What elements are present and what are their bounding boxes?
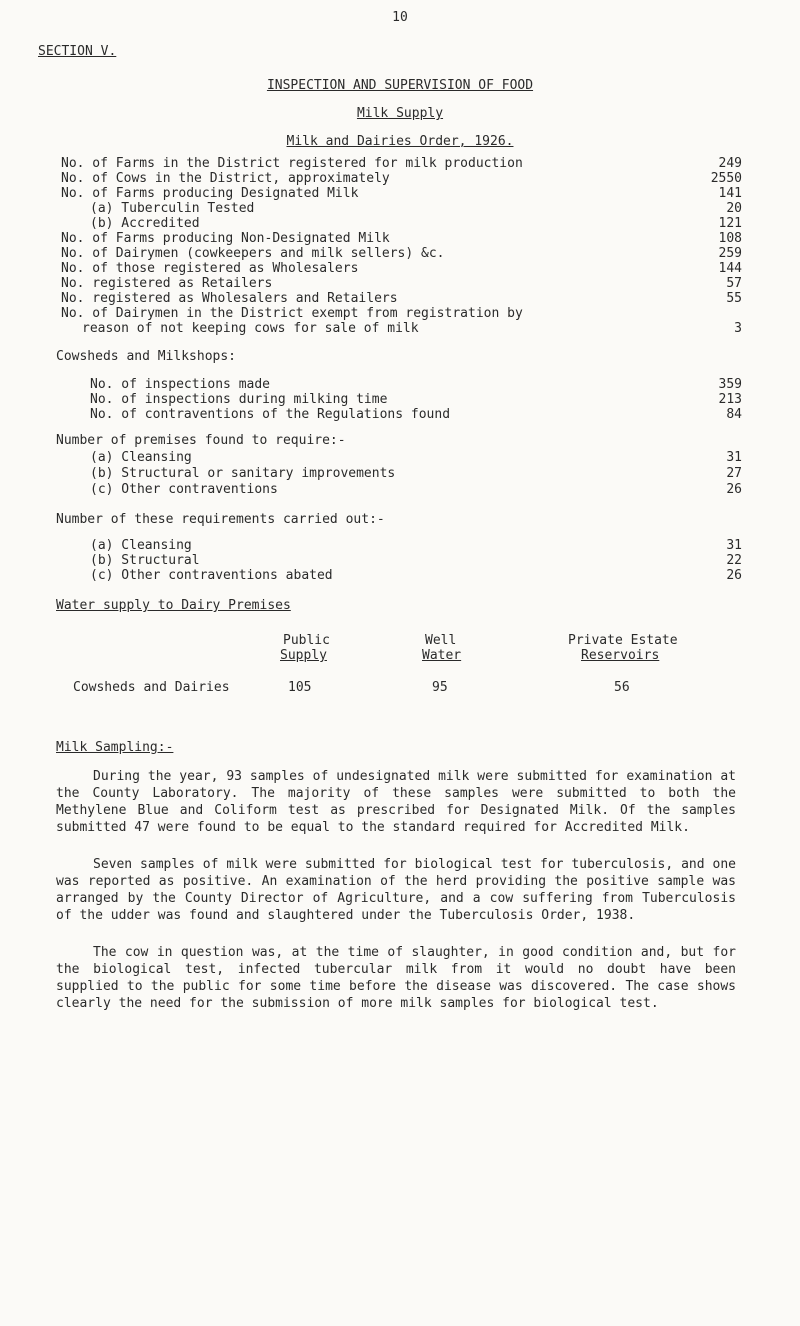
table-header: Private Estate: [568, 633, 678, 648]
list-value: 259: [718, 246, 742, 261]
paragraph: The cow in question was, at the time of slaughter, in good condition and, but for the biological test, infected tubercular milk from it would no doubt have been supplied to the public for some time before the disease was discovered. The case shows clearly the need for the submission of more milk samples for biological test.: [56, 945, 736, 1011]
page-number: 10: [392, 10, 408, 25]
list-item: No. of Cows in the District, approximately: [61, 171, 390, 186]
cowsheds-heading: Cowsheds and Milkshops:: [56, 349, 237, 364]
list-item: No. of Farms in the District registered for milk production: [61, 156, 523, 171]
list-value: 27: [726, 466, 742, 481]
list-value: 31: [726, 450, 742, 465]
list-item: (c) Other contraventions: [90, 482, 278, 497]
list-value: 141: [718, 186, 742, 201]
table-header: Public: [283, 633, 330, 648]
table-cell: 105: [288, 680, 312, 695]
list-item: (b) Accredited: [90, 216, 200, 231]
list-value: 26: [726, 482, 742, 497]
table-header: Well: [425, 633, 457, 648]
table-header: Water: [422, 648, 462, 663]
table-header: Reservoirs: [581, 648, 660, 663]
premises-heading: Number of premises found to require:-: [56, 433, 346, 448]
list-value: 108: [718, 231, 742, 246]
list-value: 2550: [710, 171, 742, 186]
list-item: No. registered as Wholesalers and Retailers: [61, 291, 398, 306]
list-item: No. of those registered as Wholesalers: [61, 261, 359, 276]
sampling-heading: Milk Sampling:-: [56, 740, 174, 755]
list-item: reason of not keeping cows for sale of milk: [82, 321, 419, 336]
list-value: 20: [726, 201, 742, 216]
table-cell: 95: [432, 680, 448, 695]
list-item: (a) Tuberculin Tested: [90, 201, 255, 216]
list-value: 57: [726, 276, 742, 291]
list-item: No. of Farms producing Designated Milk: [61, 186, 359, 201]
table-row: Cowsheds and Dairies: [73, 680, 230, 695]
list-value: 22: [726, 553, 742, 568]
section-label: SECTION V.: [38, 44, 117, 59]
paragraph: During the year, 93 samples of undesignated milk were submitted for examination at the County Laboratory. The majority of these samples were submitted to both the Methylene Blue and Coliform test as prescribed for Designated Milk. Of the samples submitted 47 were found to be equal to the standard required for Accredited Milk.: [56, 769, 736, 835]
water-heading: Water supply to Dairy Premises: [56, 598, 291, 613]
table-cell: 56: [614, 680, 630, 695]
subtitle: Milk Supply: [356, 106, 444, 121]
list-value: 55: [726, 291, 742, 306]
table-header: Supply: [280, 648, 327, 663]
list-item: No. of Dairymen (cowkeepers and milk sellers) &c.: [61, 246, 445, 261]
list-item: No. of Farms producing Non-Designated Milk: [61, 231, 390, 246]
list-item: (c) Other contraventions abated: [90, 568, 333, 583]
list-item: No. of Dairymen in the District exempt from registration by: [61, 306, 523, 321]
list-value: 84: [726, 407, 742, 422]
paragraph: Seven samples of milk were submitted for biological test for tuberculosis, and one was reported as positive. An examination of the herd providing the positive sample was arranged by the County Director of Agriculture, and a cow suffering from Tuberculosis of the udder was found and slaughtered under the Tuberculosis Order, 1938.: [56, 857, 736, 923]
list-item: No. registered as Retailers: [61, 276, 273, 291]
list-item: No. of contraventions of the Regulations found: [90, 407, 451, 422]
carried-heading: Number of these requirements carried out:-: [56, 512, 385, 527]
list-value: 3: [734, 321, 742, 336]
list-item: No. of inspections during milking time: [90, 392, 388, 407]
list-item: No. of inspections made: [90, 377, 271, 392]
list-item: (b) Structural or sanitary improvements: [90, 466, 396, 481]
page-title: INSPECTION AND SUPERVISION OF FOOD: [266, 78, 534, 93]
list-value: 144: [718, 261, 742, 276]
list-value: 26: [726, 568, 742, 583]
list-value: 121: [718, 216, 742, 231]
order-heading: Milk and Dairies Order, 1926.: [286, 134, 514, 149]
list-value: 249: [718, 156, 742, 171]
list-item: (a) Cleansing: [90, 538, 192, 553]
list-value: 31: [726, 538, 742, 553]
list-item: (b) Structural: [90, 553, 200, 568]
list-value: 213: [718, 392, 742, 407]
list-value: 359: [718, 377, 742, 392]
list-item: (a) Cleansing: [90, 450, 192, 465]
